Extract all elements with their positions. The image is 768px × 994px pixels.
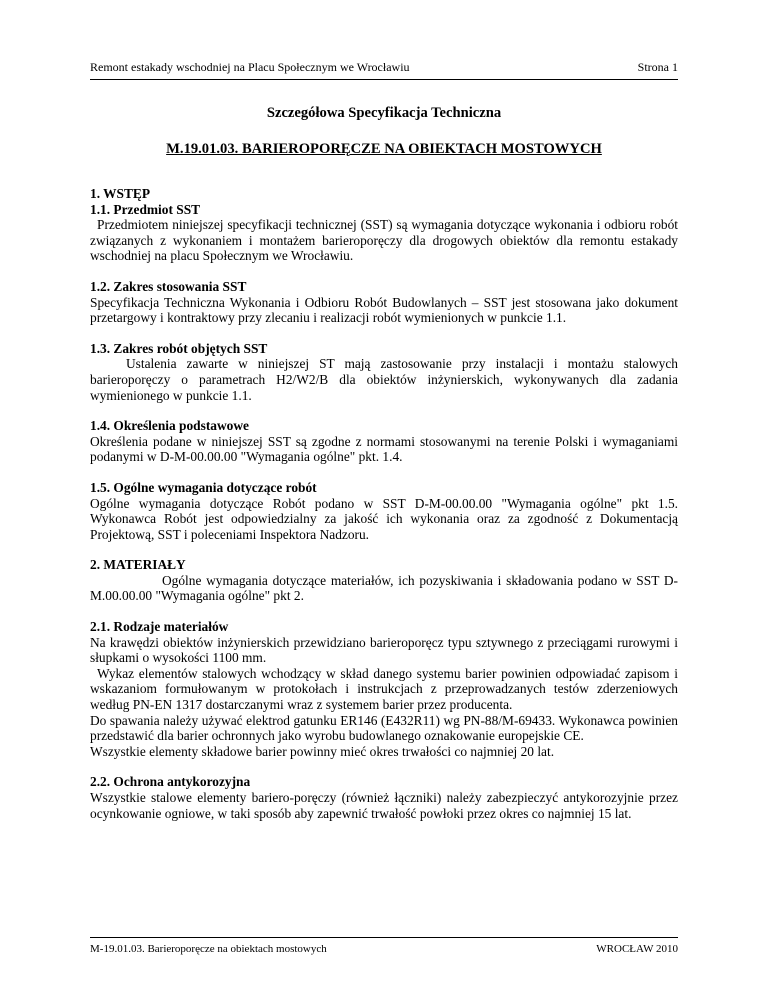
- header-page-number: Strona 1: [637, 60, 678, 74]
- paragraph: Ustalenia zawarte w niniejszej ST mają zastosowanie przy instalacji i montażu stalowych barieroporęczy o parametrach H2/W2/B dla obiektów inżynierskich, wykonywanych dla zadania wymienionego w punkcie 1.1.: [90, 356, 678, 403]
- paragraph: Ogólne wymagania dotyczące Robót podano w SST D-M-00.00.00 "Wymagania ogólne" pkt 1.5. Wykonawca Robót jest odpowiedzialny za jakość ich wykonania oraz za zgodność z Dokumentacją Projektową, SST i poleceniami Inspektora Nadzoru.: [90, 495, 678, 542]
- section-heading: 1.2. Zakres stosowania SST: [90, 278, 247, 294]
- footer-document-code: M-19.01.03. Barieroporęcze na obiektach mostowych: [90, 943, 327, 955]
- section-2-2: [90, 774, 678, 821]
- section-heading: 1.3. Zakres robót objętych SST: [90, 340, 268, 356]
- section-1-3: [90, 341, 678, 403]
- paragraph: Określenia podane w niniejszej SST są zgodne z normami stosowanymi na terenie Polski i wymaganiami podanymi w D-M-00.00.00 "Wymagania ogólne" pkt. 1.4.: [90, 433, 678, 465]
- paragraph: Specyfikacja Techniczna Wykonania i Odbioru Robót Budowlanych – SST jest stosowana jako dokument przetargowy i kontraktowy przy zlecaniu i realizacji robót wymienionych w punkcie 1.1.: [90, 294, 678, 326]
- footer-place-year: WROCŁAW 2010: [596, 943, 678, 955]
- section-heading: 1.4. Określenia podstawowe: [90, 418, 249, 434]
- header-project-title: Remont estakady wschodniej na Placu Społecznym we Wrocławiu: [90, 60, 410, 74]
- section-heading: 1.1. Przedmiot SST: [90, 201, 201, 217]
- section-heading: 2. MATERIAŁY: [90, 557, 186, 573]
- paragraph: Wszystkie stalowe elementy bariero-poręczy (również łączniki) należy zabezpieczyć antykorozyjnie przez ocynkowanie ogniowe, w taki sposób aby zapewnić trwałość powłoki przez okres co najmniej 15 lat.: [90, 790, 678, 821]
- paragraph: Ogólne wymagania dotyczące materiałów, ich pozyskiwania i składowania podano w SST D-M.00.00.00 "Wymagania ogólne" pkt 2.: [90, 572, 678, 604]
- paragraph: Do spawania należy używać elektrod gatunku ER146 (E432R11) wg PN-88/M-69433. Wykonawca powinien przedstawić dla barier ochronnych jako wyrobu budowlanego oznakowanie europejskie CE.: [90, 712, 678, 744]
- page-footer: [90, 937, 678, 960]
- document-body: [90, 106, 678, 836]
- document-subtitle: M.19.01.03. BARIEROPORĘCZE NA OBIEKTACH MOSTOWYCH: [166, 141, 602, 157]
- sections: [90, 186, 678, 821]
- section-1-4: [90, 418, 678, 465]
- paragraph: Wszystkie elementy składowe barier powinny mieć okres trwałości co najmniej 20 lat.: [90, 743, 555, 759]
- section-1-2: [90, 279, 678, 326]
- paragraph: Przedmiotem niniejszej specyfikacji technicznej (SST) są wymagania dotyczące wykonania i odbioru robót związanych z wykonaniem i montażem barieroporęczy dla drogowych obiektów dla remontu estakady wschodniej na placu Społecznym we Wrocławiu.: [90, 217, 678, 264]
- section-1-5: [90, 480, 678, 542]
- document-title: Szczegółowa Specyfikacja Techniczna: [266, 105, 502, 121]
- section-2-1: [90, 619, 678, 759]
- section-heading: 2.1. Rodzaje materiałów: [90, 619, 229, 635]
- section-heading: 2.2. Ochrona antykorozyjna: [90, 774, 251, 790]
- paragraph: Na krawędzi obiektów inżynierskich przewidziano barieroporęcz typu sztywnego z przeciągami rurowymi i słupkami o wysokości 1100 mm.: [90, 634, 678, 666]
- section-heading: 1.5. Ogólne wymagania dotyczące robót: [90, 479, 317, 495]
- paragraph: Wykaz elementów stalowych wchodzący w skład danego systemu barier powinien odpowiadać zapisom i wskazaniom formułowanym w protokołach i instrukcjach z przeprowadzanych testów zderzeniowych według PN-EN 1317 dostarczanymi wraz z systemem barier przez producenta.: [90, 665, 678, 713]
- section-2: [90, 557, 678, 604]
- section-heading-main: 1. WSTĘP: [90, 186, 151, 201]
- section-1-1: [90, 186, 678, 264]
- page-header: [90, 57, 678, 80]
